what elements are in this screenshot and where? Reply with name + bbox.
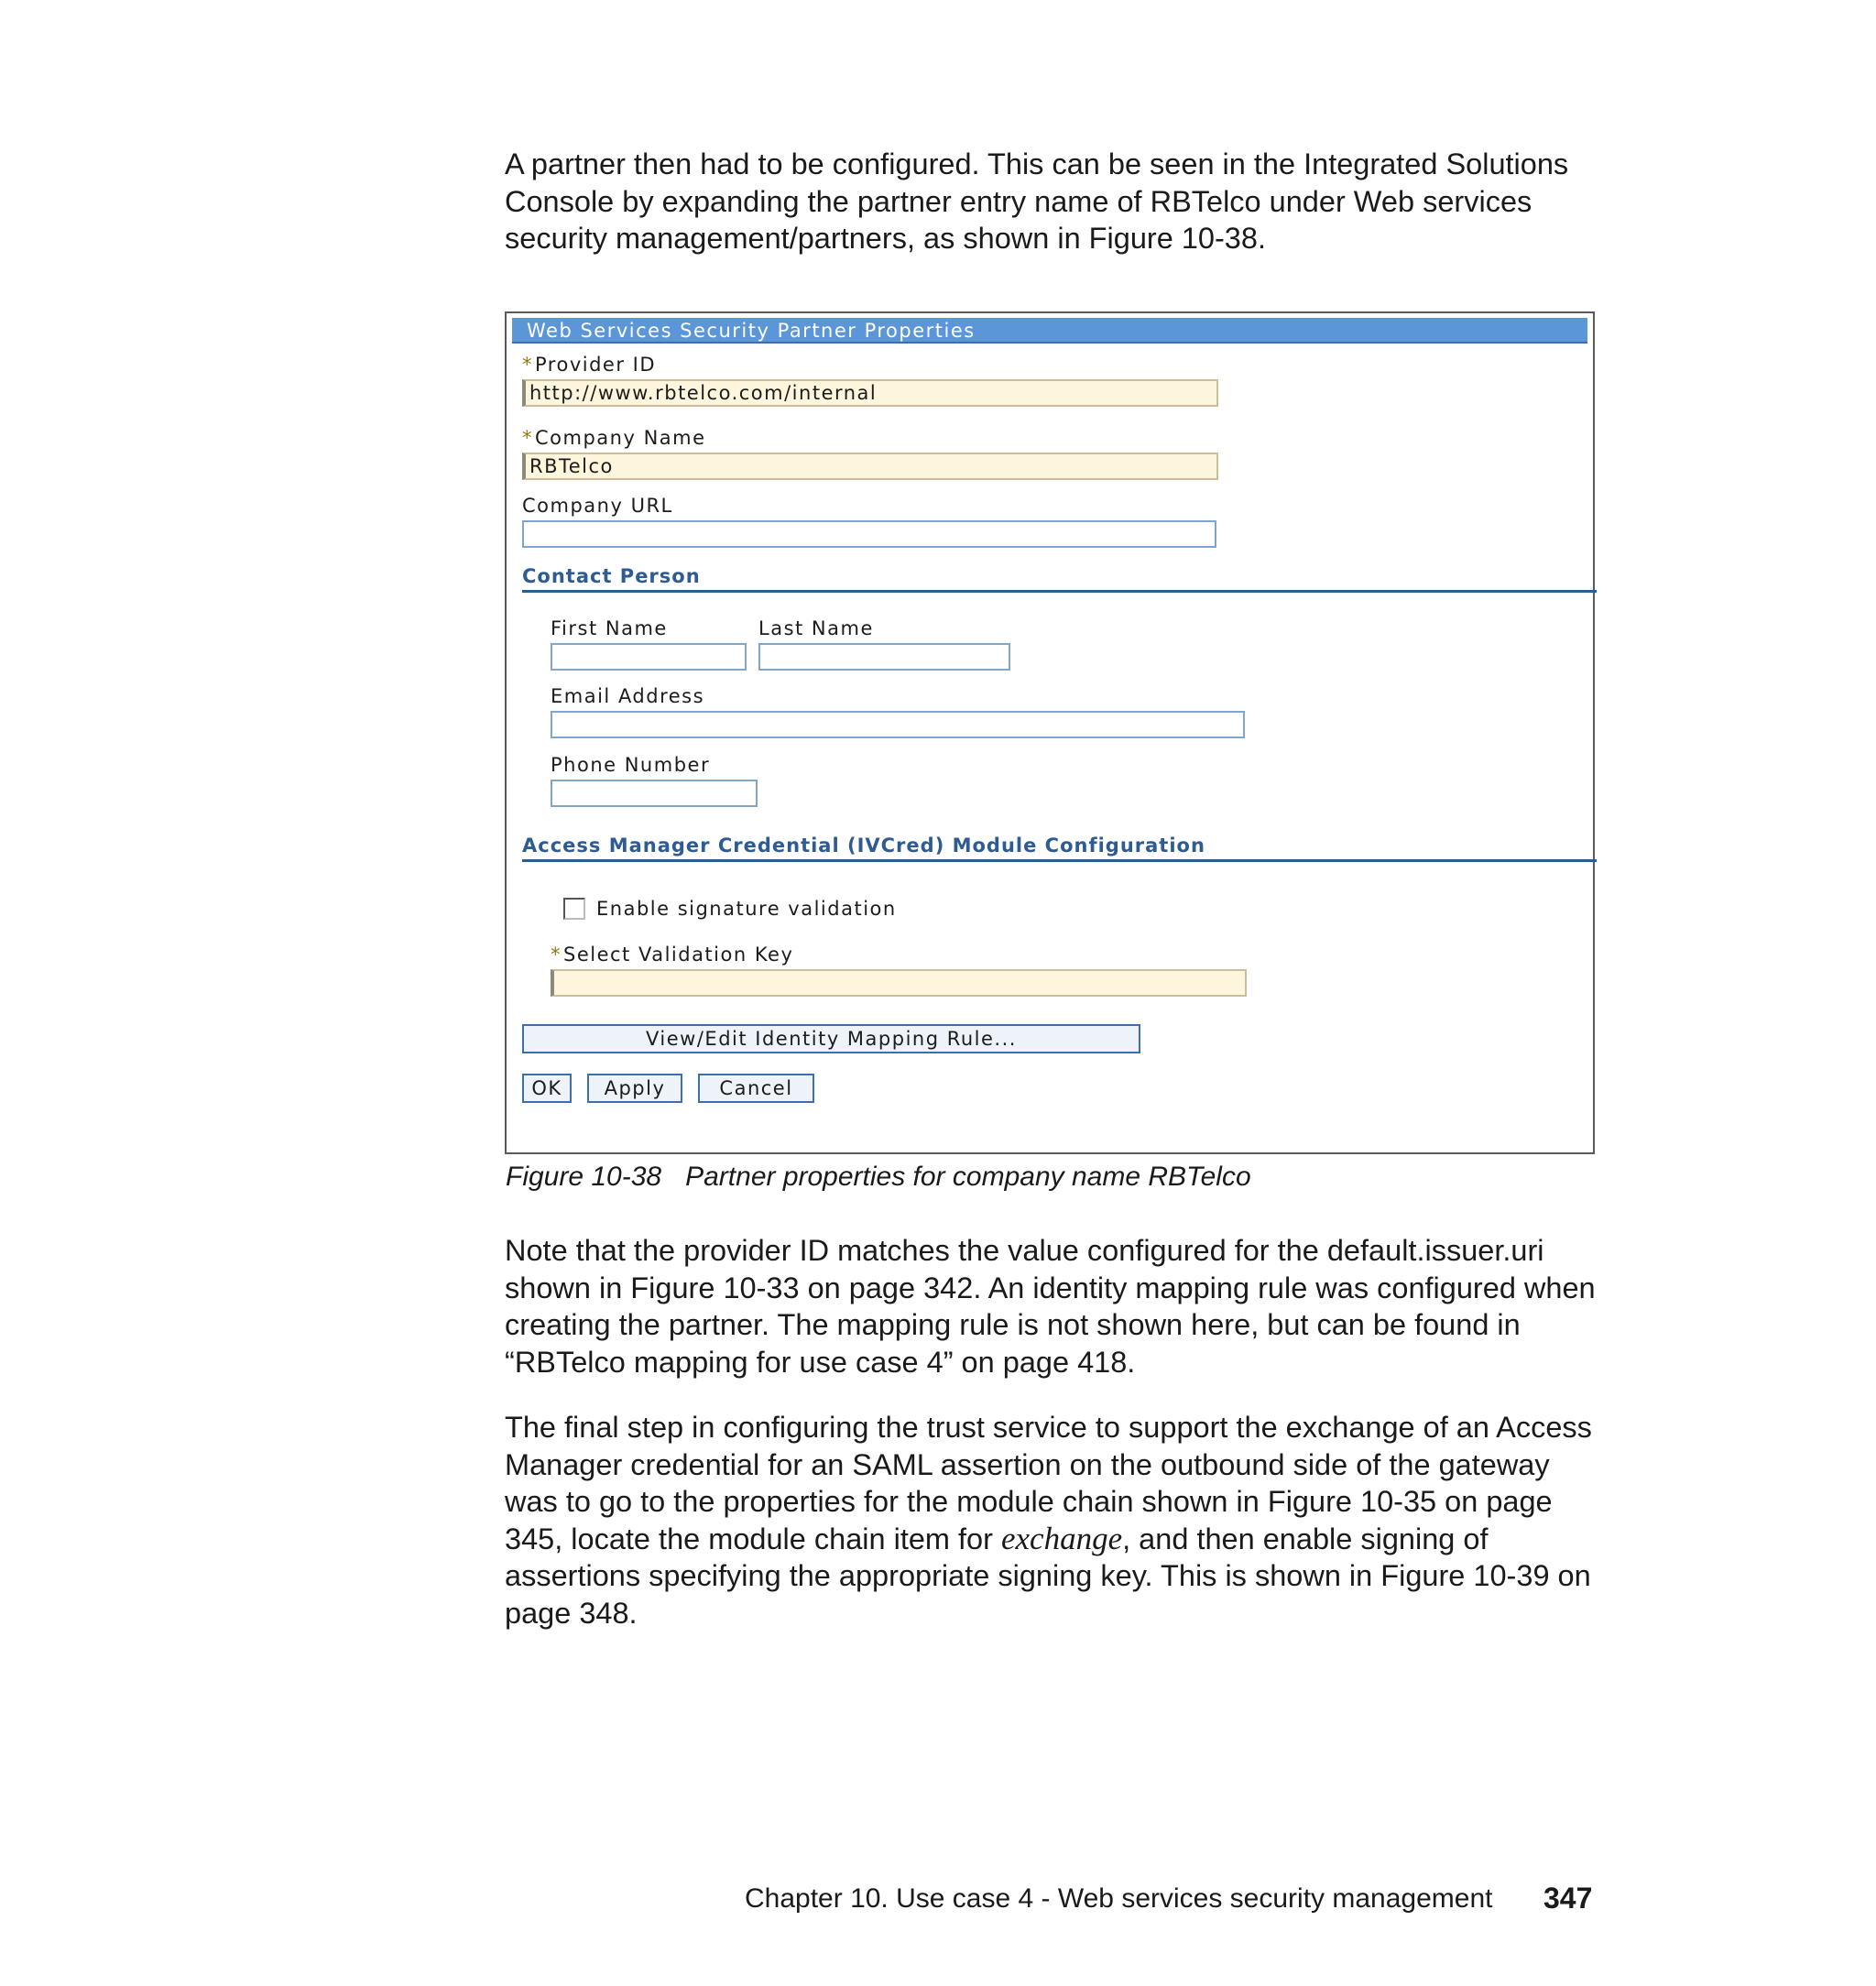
figure-caption-text: Partner properties for company name RBTelco	[685, 1162, 1251, 1192]
figure-caption	[506, 1162, 1251, 1193]
ivcred-section-header: Access Manager Credential (IVCred) Module Configuration	[522, 832, 1597, 862]
final-step-paragraph: The final step in configuring the trust service to support the exchange of an Access Manager credential for an SAML assertion on the outbound side of the gateway was to go to the properties for the module chain shown in Figure 10-35 on page 345, locate the module chain item for exchange, and then enable signing of assertions specifying the appropriate signing key. This is shown in Figure 10-39 on page 348.	[505, 1411, 1592, 1630]
phone-number-input[interactable]	[551, 780, 758, 807]
email-address-input[interactable]	[551, 711, 1245, 738]
first-name-label: First Name	[551, 617, 668, 639]
required-marker-icon: *	[522, 427, 533, 449]
apply-button[interactable]: Apply	[587, 1074, 682, 1103]
provider-id-label: *Provider ID	[522, 354, 656, 376]
provider-id-input[interactable]	[522, 379, 1218, 407]
last-name-input[interactable]	[758, 643, 1010, 671]
note-paragraph: Note that the provider ID matches the value configured for the default.issuer.uri shown in Figure 10-33 on page 342. An identity mapping rule was configured when creating the partner. The mapping rule is not shown here, but can be found in “RBTelco mapping for use case 4” on page 418.	[505, 1234, 1596, 1379]
panel-title: Web Services Security Partner Properties	[512, 318, 1587, 344]
chapter-footer: Chapter 10. Use case 4 - Web services security management	[745, 1883, 1493, 1914]
company-url-input[interactable]	[522, 520, 1216, 548]
email-address-label: Email Address	[551, 685, 705, 707]
company-name-label: *Company Name	[522, 427, 706, 449]
company-name-input[interactable]	[522, 453, 1218, 480]
ok-button[interactable]: OK	[522, 1074, 572, 1103]
last-name-label: Last Name	[758, 617, 874, 639]
required-marker-icon: *	[551, 944, 562, 966]
select-validation-key-label: *Select Validation Key	[551, 944, 794, 966]
select-validation-key-input[interactable]	[551, 969, 1247, 997]
figure-caption-label: Figure 10-38	[506, 1162, 662, 1192]
intro-paragraph: A partner then had to be configured. This can be seen in the Integrated Solutions Console by expanding the partner entry name of RBTelco under Web services security management/partners, as shown in Figure 10-38.	[505, 147, 1569, 255]
phone-number-label: Phone Number	[551, 754, 711, 776]
enable-signature-validation-label: Enable signature validation	[596, 898, 897, 920]
required-marker-icon: *	[522, 354, 533, 376]
cancel-button[interactable]: Cancel	[698, 1074, 814, 1103]
partner-properties-figure	[505, 311, 1595, 1154]
exchange-emphasis: exchange	[1000, 1520, 1123, 1556]
contact-person-section-header: Contact Person	[522, 562, 1597, 593]
page-number: 347	[1543, 1882, 1593, 1915]
view-edit-identity-mapping-rule-button[interactable]: View/Edit Identity Mapping Rule...	[522, 1024, 1140, 1053]
company-url-label: Company URL	[522, 495, 673, 517]
enable-signature-validation-checkbox[interactable]	[563, 898, 585, 920]
first-name-input[interactable]	[551, 643, 747, 671]
